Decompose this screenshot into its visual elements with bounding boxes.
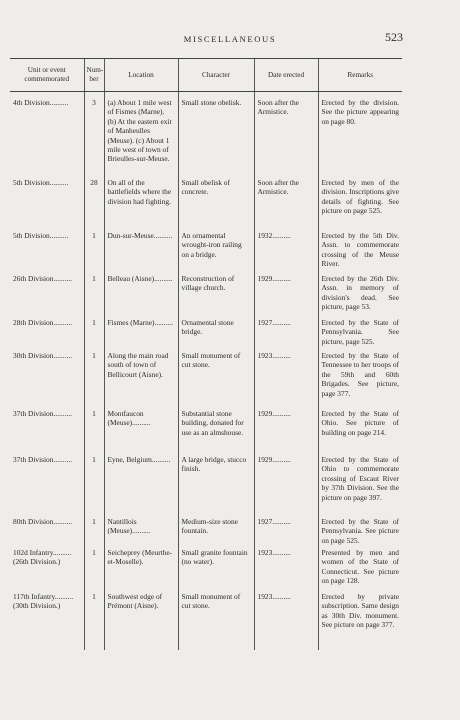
table-row (10, 517, 402, 548)
cell-unit: 102d Infantry.......... (26th Division.) (13, 548, 72, 567)
cell-character: Reconstruction of village church. (178, 274, 254, 318)
cell-character: Ornamental stone bridge. (178, 318, 254, 351)
cell-date-erected: 1927.......... (254, 318, 318, 351)
cell-date-erected: 1923.......... (254, 351, 318, 409)
table-row (10, 592, 402, 650)
cell-date-erected: 1929.......... (254, 409, 318, 455)
cell-location: On all of the battlefields where the division had fighting. (104, 178, 178, 231)
column-header-remarks: Remarks (318, 59, 402, 92)
cell-unit: 5th Division.......... (13, 178, 69, 187)
page-number: 523 (385, 30, 403, 44)
table-row (10, 318, 402, 351)
table-row (10, 92, 402, 179)
cell-date-erected: 1923.......... (254, 548, 318, 592)
cell-unit: 37th Division.......... (13, 455, 72, 464)
cell-date-erected: Soon after the Armistice. (254, 178, 318, 231)
cell-number: 1 (84, 318, 104, 351)
cell-unit: 4th Division.......... (13, 98, 69, 107)
cell-location: (a) About 1 mile west of Fismes (Marne). (b) At the eastern exit of Manheulles (Meuse). (c) About 1 mile west of town of Brieulles-sur-Meuse. (104, 92, 178, 179)
cell-date-erected: 1929.......... (254, 455, 318, 517)
cell-date-erected: 1927.......... (254, 517, 318, 548)
cell-location: Seicheprey (Meurthe-et-Moselle). (104, 548, 178, 592)
cell-remarks: Erected by men of the division. Inscriptions give details of fighting. See picture on page 525. (318, 178, 402, 231)
cell-unit: 117th Infantry.......... (30th Division.) (13, 592, 74, 611)
cell-remarks: Erected by the State of Ohio. See picture of building on page 214. (318, 409, 402, 455)
cell-character: Small monument of cut stone. (178, 592, 254, 650)
cell-date-erected: 1923.......... (254, 592, 318, 650)
cell-location: Dun-sur-Meuse.......... (104, 231, 178, 274)
cell-character: Substantial stone building, donated for use as an almshouse. (178, 409, 254, 455)
cell-number: 1 (84, 231, 104, 274)
cell-date-erected: 1932.......... (254, 231, 318, 274)
table-header (10, 59, 402, 92)
cell-number: 3 (84, 92, 104, 179)
cell-unit: 26th Division.......... (13, 274, 72, 283)
cell-number: 1 (84, 592, 104, 650)
cell-unit: 80th Division.......... (13, 517, 72, 526)
cell-number: 1 (84, 409, 104, 455)
column-header-unit: Unit or event commemorated (10, 59, 84, 92)
column-header-character: Character (178, 59, 254, 92)
cell-character: A large bridge, stucco finish. (178, 455, 254, 517)
cell-location: Southwest edge of Prémont (Aisne). (104, 592, 178, 650)
cell-remarks: Erected by the State of Tennessee to her troops of the 59th and 60th Brigades. See picture, page 377. (318, 351, 402, 409)
cell-unit: 30th Division.......... (13, 351, 72, 360)
cell-location: Montfaucon (Meuse).......... (104, 409, 178, 455)
cell-unit: 28th Division.......... (13, 318, 72, 327)
cell-remarks: Erected by the 26th Div. Assn. in memory of division's dead. See picture, page 53. (318, 274, 402, 318)
table-row (10, 455, 402, 517)
cell-location: Belleau (Aisne).......... (104, 274, 178, 318)
cell-unit: 37th Division.......... (13, 409, 72, 418)
cell-location: Along the main road south of town of Bellicourt (Aisne). (104, 351, 178, 409)
cell-number: 1 (84, 517, 104, 548)
cell-date-erected: Soon after the Armistice. (254, 92, 318, 179)
table-row (10, 231, 402, 274)
column-header-date-erected: Date erected (254, 59, 318, 92)
running-head: MISCELLANEOUS (183, 34, 277, 44)
cell-location: Fismes (Marne).......... (104, 318, 178, 351)
cell-remarks: Erected by the 5th Div. Assn. to commemorate crossing of the Meuse River. (318, 231, 402, 274)
column-header-location: Location (104, 59, 178, 92)
cell-remarks: Erected by the State of Ohio to commemorate crossing of Escaut River by 37th Division. See the picture on page 397. (318, 455, 402, 517)
table-row (10, 409, 402, 455)
table-row (10, 548, 402, 592)
cell-location: Nantillois (Meuse).......... (104, 517, 178, 548)
table-row (10, 274, 402, 318)
cell-number: 1 (84, 351, 104, 409)
cell-remarks: Erected by private subscription. Same design as 30th Div. monument. See picture on page 377. (318, 592, 402, 650)
cell-character: Small stone obelisk. (178, 92, 254, 179)
cell-character: Small granite fountain (no water). (178, 548, 254, 592)
cell-number: 1 (84, 548, 104, 592)
cell-location: Eyne, Belgium.......... (104, 455, 178, 517)
cell-character: Medium-size stone fountain. (178, 517, 254, 548)
table-row (10, 178, 402, 231)
cell-remarks: Erected by the State of Pennsylvania. See picture on page 525. (318, 517, 402, 548)
memorials-table (10, 58, 402, 650)
cell-date-erected: 1929.......... (254, 274, 318, 318)
column-header-number: Num-ber (84, 59, 104, 92)
cell-character: Small obelisk of concrete. (178, 178, 254, 231)
cell-number: 28 (84, 178, 104, 231)
table-row (10, 351, 402, 409)
header-row (10, 59, 402, 92)
cell-unit: 5th Division.......... (13, 231, 69, 240)
cell-character: An ornamental wrought-iron railing on a bridge. (178, 231, 254, 274)
cell-number: 1 (84, 274, 104, 318)
cell-remarks: Erected by the State of Pennsylvania. See picture, page 525. (318, 318, 402, 351)
cell-number: 1 (84, 455, 104, 517)
cell-character: Small monument of cut stone. (178, 351, 254, 409)
table-body (10, 92, 402, 651)
cell-remarks: Presented by men and women of the State of Connecticut. See picture on page 128. (318, 548, 402, 592)
cell-remarks: Erected by the division. See the picture appearing on page 80. (318, 92, 402, 179)
